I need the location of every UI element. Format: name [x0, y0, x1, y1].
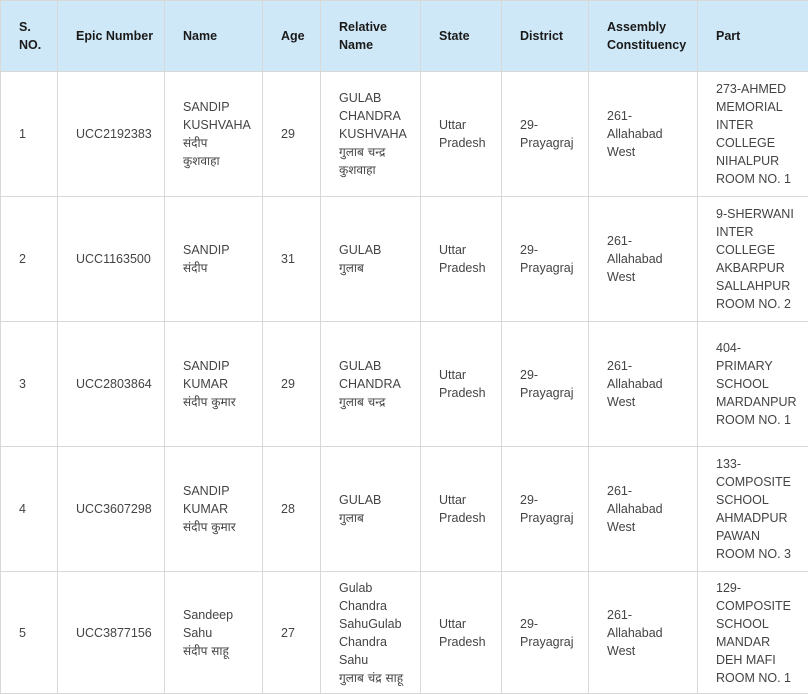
cell-line: 133- [716, 455, 808, 473]
cell-line: Name [183, 27, 262, 45]
cell-line: AKBARPUR [716, 259, 808, 277]
cell-line: गुलाब चंद्र साहू [339, 669, 420, 687]
cell-line: Pradesh [439, 134, 501, 152]
cell-line: 129- [716, 579, 808, 597]
cell-name [165, 572, 263, 694]
cell-line: Prayagraj [520, 134, 588, 152]
cell-line: District [520, 27, 588, 45]
table-row [1, 447, 808, 572]
cell-line: PAWAN [716, 527, 808, 545]
cell-line: SALLAHPUR [716, 277, 808, 295]
cell-line: West [607, 268, 697, 286]
cell-assembly-constituency [589, 572, 698, 694]
cell-line: Allahabad [607, 125, 697, 143]
cell-line: KUSHVAHA [183, 116, 262, 134]
cell-part [698, 572, 808, 694]
header-relative-name [321, 1, 421, 72]
cell-line: PRIMARY [716, 357, 808, 375]
cell-age: 27 [263, 572, 321, 694]
cell-line: NO. [19, 36, 57, 54]
cell-line: Sandeep [183, 606, 262, 624]
cell-state [421, 72, 502, 197]
cell-epic-number: UCC3877156 [58, 572, 165, 694]
cell-line: CHANDRA [339, 107, 420, 125]
cell-name [165, 447, 263, 572]
cell-sno: 3 [1, 322, 58, 447]
table-row [1, 72, 808, 197]
cell-line: S. [19, 18, 57, 36]
header-age [263, 1, 321, 72]
cell-line: West [607, 143, 697, 161]
cell-line: Prayagraj [520, 259, 588, 277]
cell-line: SANDIP [183, 357, 262, 375]
cell-line: KUMAR [183, 375, 262, 393]
cell-state [421, 572, 502, 694]
cell-line: Age [281, 27, 320, 45]
cell-line: Name [339, 36, 420, 54]
header-assembly-constituency [589, 1, 698, 72]
cell-part [698, 447, 808, 572]
cell-line: INTER [716, 223, 808, 241]
cell-line: GULAB [339, 491, 420, 509]
cell-line: COMPOSITE [716, 473, 808, 491]
cell-line: Sahu [183, 624, 262, 642]
cell-name [165, 322, 263, 447]
cell-line: Pradesh [439, 384, 501, 402]
cell-line: Pradesh [439, 259, 501, 277]
cell-line: Uttar [439, 615, 501, 633]
cell-name [165, 197, 263, 322]
cell-line: MEMORIAL [716, 98, 808, 116]
cell-line: 261- [607, 357, 697, 375]
cell-line: Pradesh [439, 633, 501, 651]
cell-line: Allahabad [607, 250, 697, 268]
cell-line: संदीप कुमार [183, 518, 262, 536]
cell-line: Allahabad [607, 500, 697, 518]
cell-line: Prayagraj [520, 384, 588, 402]
cell-part [698, 72, 808, 197]
cell-assembly-constituency [589, 447, 698, 572]
cell-line: ROOM NO. 1 [716, 170, 808, 188]
cell-line: Uttar [439, 241, 501, 259]
cell-line: 29- [520, 366, 588, 384]
cell-line: Chandra [339, 633, 420, 651]
cell-line: गुलाब चन्द्र [339, 143, 420, 161]
cell-sno: 4 [1, 447, 58, 572]
cell-assembly-constituency [589, 197, 698, 322]
cell-line: State [439, 27, 501, 45]
cell-line: Chandra [339, 597, 420, 615]
cell-line: CHANDRA [339, 375, 420, 393]
cell-line: GULAB [339, 241, 420, 259]
cell-name [165, 72, 263, 197]
cell-line: GULAB [339, 89, 420, 107]
cell-line: 9-SHERWANI [716, 205, 808, 223]
cell-state [421, 447, 502, 572]
cell-line: Uttar [439, 116, 501, 134]
cell-line: 29- [520, 116, 588, 134]
cell-line: Part [716, 27, 808, 45]
cell-line: COMPOSITE [716, 597, 808, 615]
cell-part [698, 322, 808, 447]
cell-line: SahuGulab [339, 615, 420, 633]
header-district [502, 1, 589, 72]
table-row [1, 322, 808, 447]
cell-line: 29- [520, 491, 588, 509]
cell-line: ROOM NO. 2 [716, 295, 808, 313]
cell-relative-name [321, 447, 421, 572]
cell-age: 31 [263, 197, 321, 322]
cell-line: INTER [716, 116, 808, 134]
cell-line: West [607, 518, 697, 536]
header-sno [1, 1, 58, 72]
cell-relative-name [321, 572, 421, 694]
cell-assembly-constituency [589, 322, 698, 447]
cell-line: Pradesh [439, 509, 501, 527]
cell-district [502, 72, 589, 197]
cell-line: AHMADPUR [716, 509, 808, 527]
cell-line: गुलाब [339, 259, 420, 277]
cell-line: SANDIP [183, 98, 262, 116]
cell-line: COLLEGE [716, 134, 808, 152]
cell-line: Gulab [339, 579, 420, 597]
cell-state [421, 197, 502, 322]
cell-line: संदीप [183, 259, 262, 277]
cell-line: 261- [607, 482, 697, 500]
cell-line: Allahabad [607, 375, 697, 393]
cell-line: 29- [520, 615, 588, 633]
cell-line: DEH MAFI [716, 651, 808, 669]
cell-line: कुशवाहा [339, 161, 420, 179]
cell-line: Allahabad [607, 624, 697, 642]
cell-line: Relative [339, 18, 420, 36]
cell-epic-number: UCC2192383 [58, 72, 165, 197]
cell-line: KUMAR [183, 500, 262, 518]
cell-line: West [607, 642, 697, 660]
cell-line: Prayagraj [520, 509, 588, 527]
cell-line: 261- [607, 606, 697, 624]
cell-sno: 1 [1, 72, 58, 197]
cell-age: 29 [263, 322, 321, 447]
cell-district [502, 197, 589, 322]
table-header-row [1, 1, 808, 72]
cell-district [502, 572, 589, 694]
cell-line: COLLEGE [716, 241, 808, 259]
cell-age: 29 [263, 72, 321, 197]
cell-age: 28 [263, 447, 321, 572]
cell-line: SCHOOL [716, 491, 808, 509]
table-row [1, 197, 808, 322]
cell-assembly-constituency [589, 72, 698, 197]
cell-line: 29- [520, 241, 588, 259]
cell-state [421, 322, 502, 447]
cell-line: West [607, 393, 697, 411]
cell-epic-number: UCC1163500 [58, 197, 165, 322]
cell-line: ROOM NO. 1 [716, 669, 808, 687]
cell-sno: 5 [1, 572, 58, 694]
cell-line: MANDAR [716, 633, 808, 651]
cell-line: GULAB [339, 357, 420, 375]
cell-epic-number: UCC2803864 [58, 322, 165, 447]
cell-line: MARDANPUR [716, 393, 808, 411]
cell-line: संदीप साहू [183, 642, 262, 660]
cell-line: KUSHVAHA [339, 125, 420, 143]
cell-sno: 2 [1, 197, 58, 322]
cell-line: 404- [716, 339, 808, 357]
cell-line: कुशवाहा [183, 152, 262, 170]
table-row [1, 572, 808, 694]
cell-relative-name [321, 72, 421, 197]
cell-line: 273-AHMED [716, 80, 808, 98]
cell-district [502, 447, 589, 572]
cell-line: SANDIP [183, 482, 262, 500]
cell-line: Assembly [607, 18, 697, 36]
header-name [165, 1, 263, 72]
cell-line: Constituency [607, 36, 697, 54]
cell-line: NIHALPUR [716, 152, 808, 170]
cell-relative-name [321, 197, 421, 322]
header-part [698, 1, 808, 72]
cell-line: ROOM NO. 1 [716, 411, 808, 429]
cell-line: SANDIP [183, 241, 262, 259]
cell-line: 261- [607, 232, 697, 250]
cell-relative-name [321, 322, 421, 447]
cell-line: SCHOOL [716, 615, 808, 633]
cell-line: ROOM NO. 3 [716, 545, 808, 563]
cell-line: गुलाब चन्द्र [339, 393, 420, 411]
cell-district [502, 322, 589, 447]
cell-line: SCHOOL [716, 375, 808, 393]
cell-line: Uttar [439, 491, 501, 509]
cell-line: Sahu [339, 651, 420, 669]
cell-line: गुलाब [339, 509, 420, 527]
cell-part [698, 197, 808, 322]
cell-line: Prayagraj [520, 633, 588, 651]
cell-line: Epic Number [76, 27, 164, 45]
cell-line: संदीप कुमार [183, 393, 262, 411]
cell-line: संदीप [183, 134, 262, 152]
cell-line: 261- [607, 107, 697, 125]
header-state [421, 1, 502, 72]
cell-epic-number: UCC3607298 [58, 447, 165, 572]
cell-line: Uttar [439, 366, 501, 384]
header-epic-number [58, 1, 165, 72]
